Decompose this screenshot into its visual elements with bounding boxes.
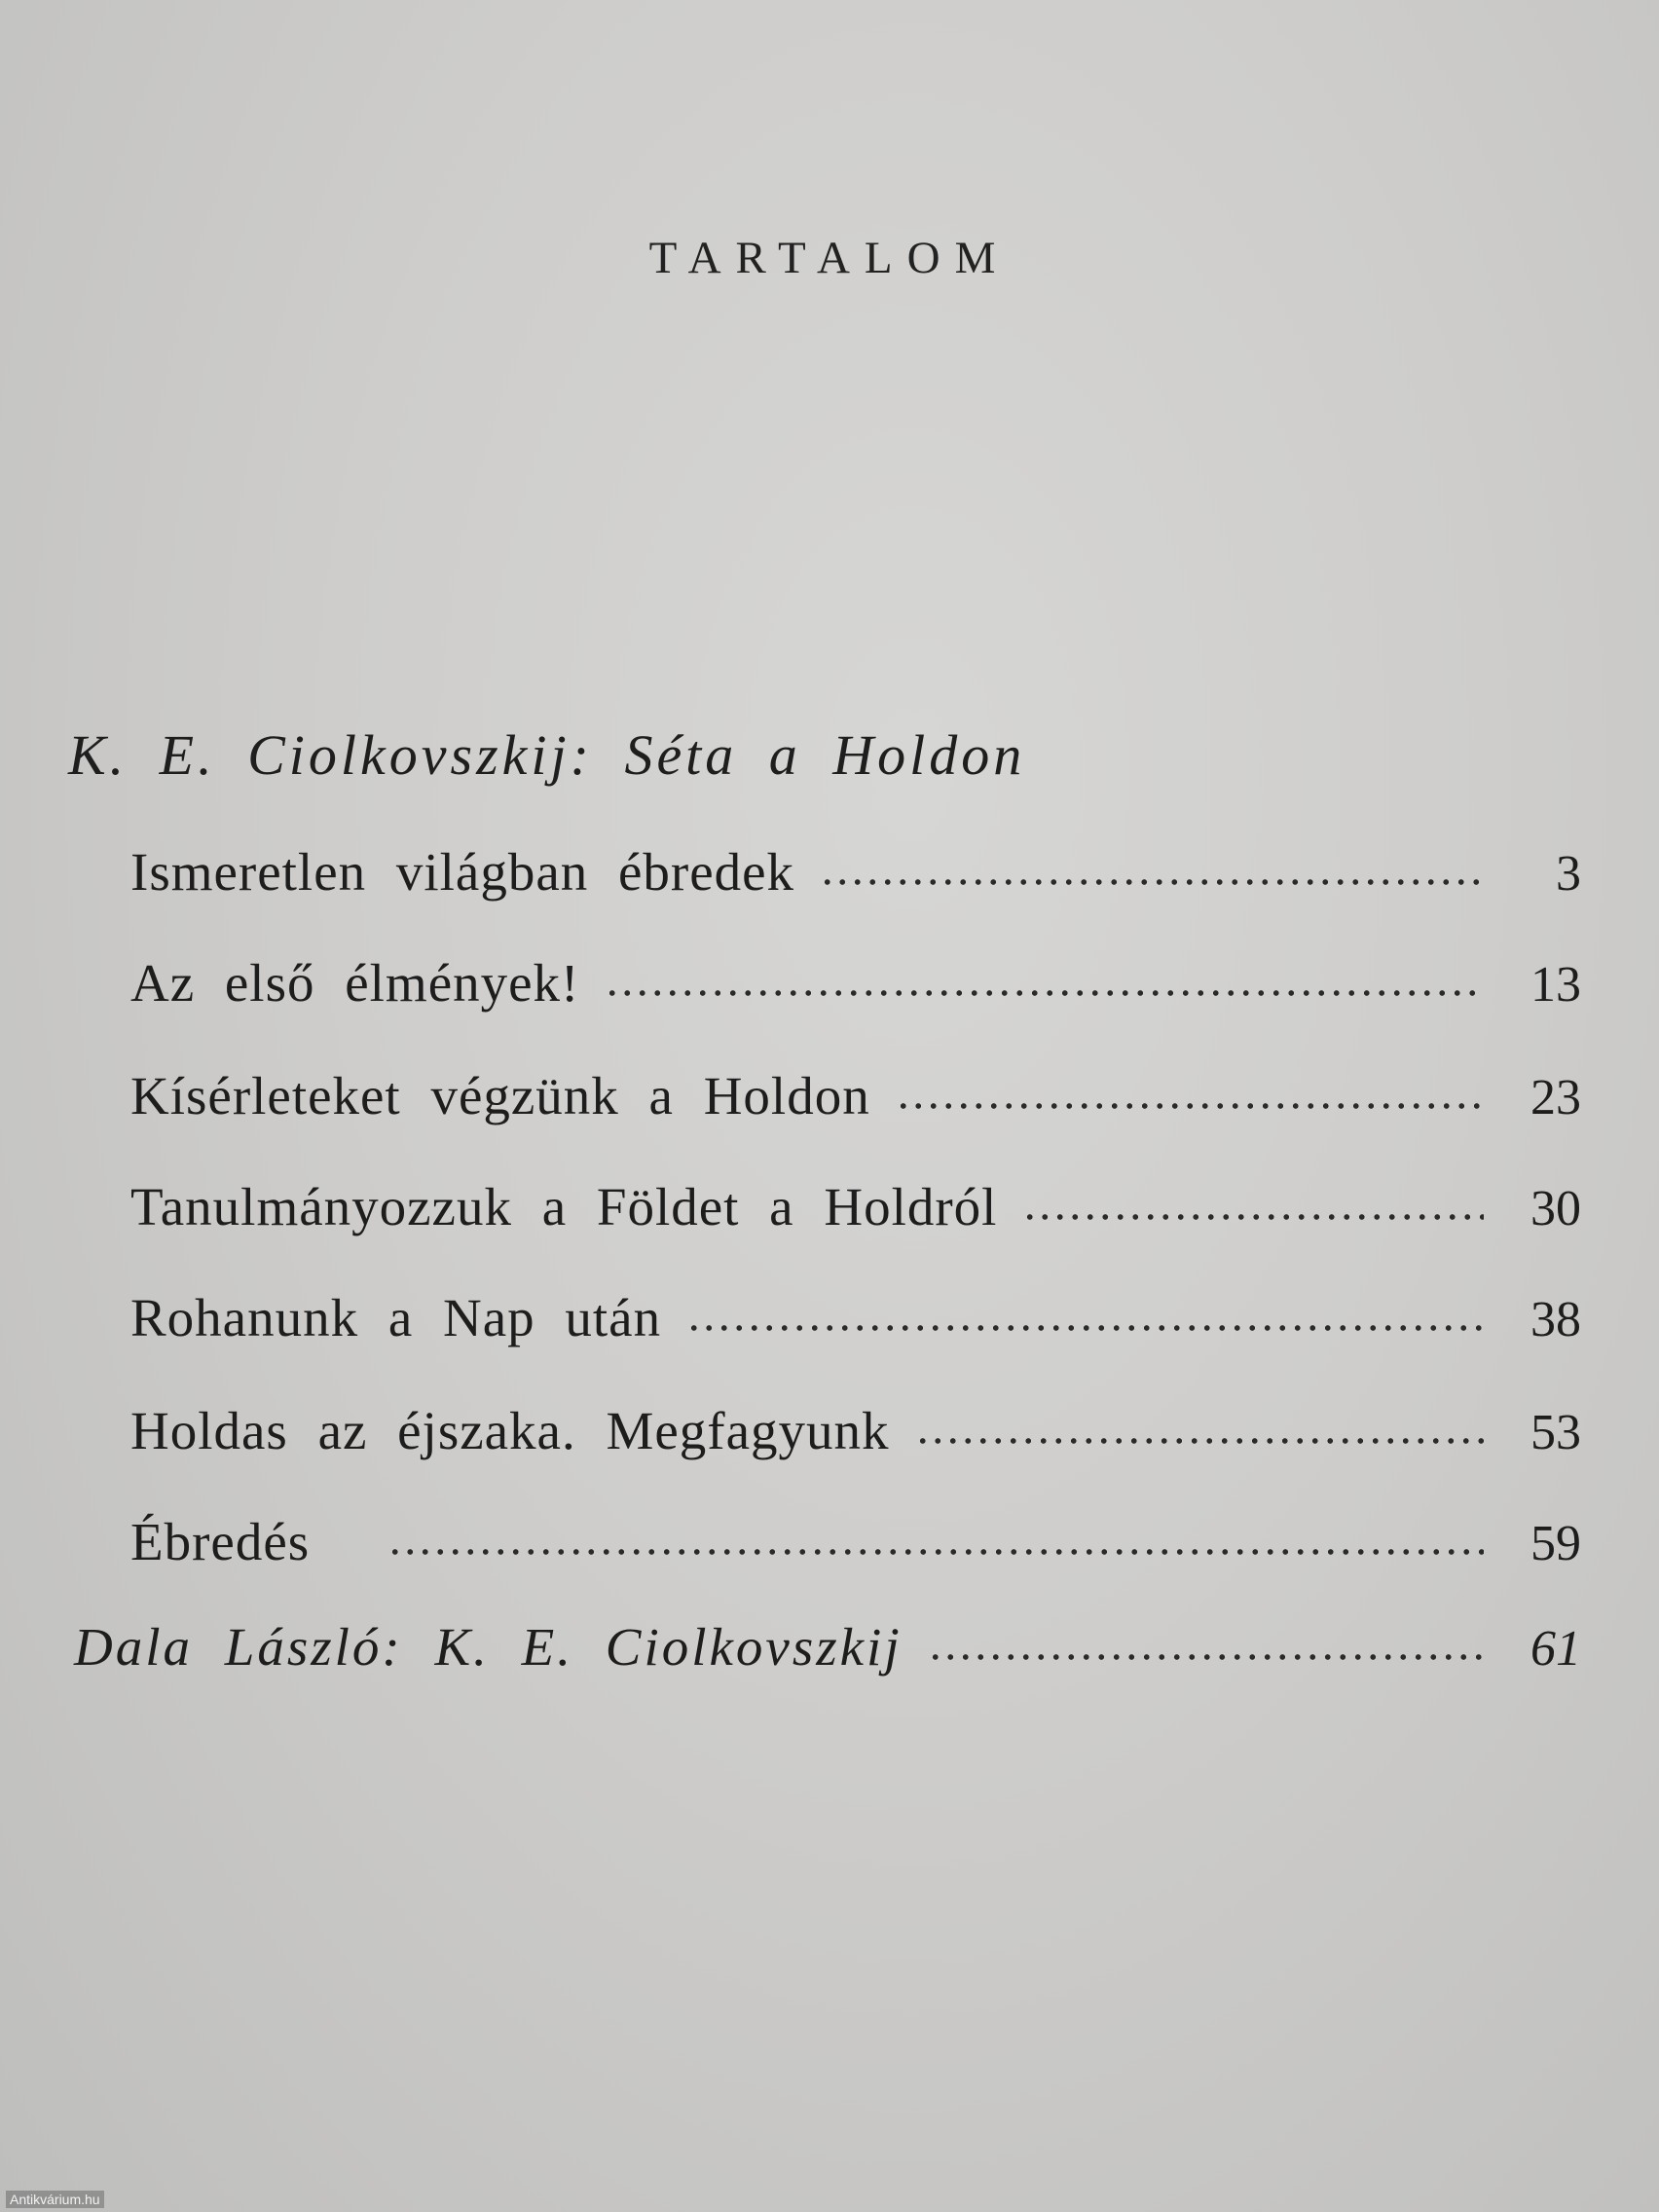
toc-entry-title: Rohanunk a Nap után <box>130 1288 662 1347</box>
toc-entry-page: 53 <box>1530 1405 1581 1460</box>
toc-entry-page: 61 <box>1530 1621 1581 1677</box>
dot-leader <box>605 990 1484 996</box>
toc-entry <box>130 1511 1581 1572</box>
dot-leader <box>1022 1214 1484 1220</box>
dot-leader <box>896 1103 1484 1109</box>
dot-leader <box>928 1654 1484 1660</box>
toc-entry <box>130 841 1581 903</box>
dot-leader <box>915 1438 1484 1444</box>
toc-entry-title: Ismeretlen világban ébredek <box>130 842 795 902</box>
toc-entry-title: Holdas az éjszaka. Megfagyunk <box>130 1401 890 1460</box>
toc-entry-title: Ébredés <box>130 1512 311 1571</box>
toc-entry <box>130 1176 1581 1237</box>
toc-entry-title: Kísérleteket végzünk a Holdon <box>130 1066 870 1125</box>
dot-leader <box>686 1325 1484 1331</box>
toc-closing-entry <box>74 1616 1581 1677</box>
toc-entry <box>130 952 1581 1014</box>
toc-entry <box>130 1287 1581 1348</box>
toc-entry-page: 13 <box>1530 957 1581 1013</box>
toc-entry <box>130 1400 1581 1461</box>
toc-entry-page: 30 <box>1530 1181 1581 1236</box>
toc-entry-page: 59 <box>1530 1516 1581 1571</box>
toc-entry <box>130 1065 1581 1126</box>
toc-entry-title: Az első élmények! <box>130 953 580 1013</box>
dot-leader <box>820 879 1484 885</box>
dot-leader <box>387 1549 1484 1555</box>
section-title: K. E. Ciolkovszkij: Séta a Holdon <box>68 723 1026 787</box>
watermark: Antikvárium.hu <box>6 2191 104 2208</box>
toc-entry-page: 23 <box>1530 1070 1581 1125</box>
toc-entry-page: 3 <box>1556 846 1581 902</box>
toc-entry-page: 38 <box>1530 1292 1581 1347</box>
toc-entry-title: Dala László: K. E. Ciolkovszkij <box>74 1617 903 1677</box>
page-title: TARTALOM <box>648 233 1011 283</box>
toc-entry-title: Tanulmányozzuk a Földet a Holdról <box>130 1177 998 1236</box>
